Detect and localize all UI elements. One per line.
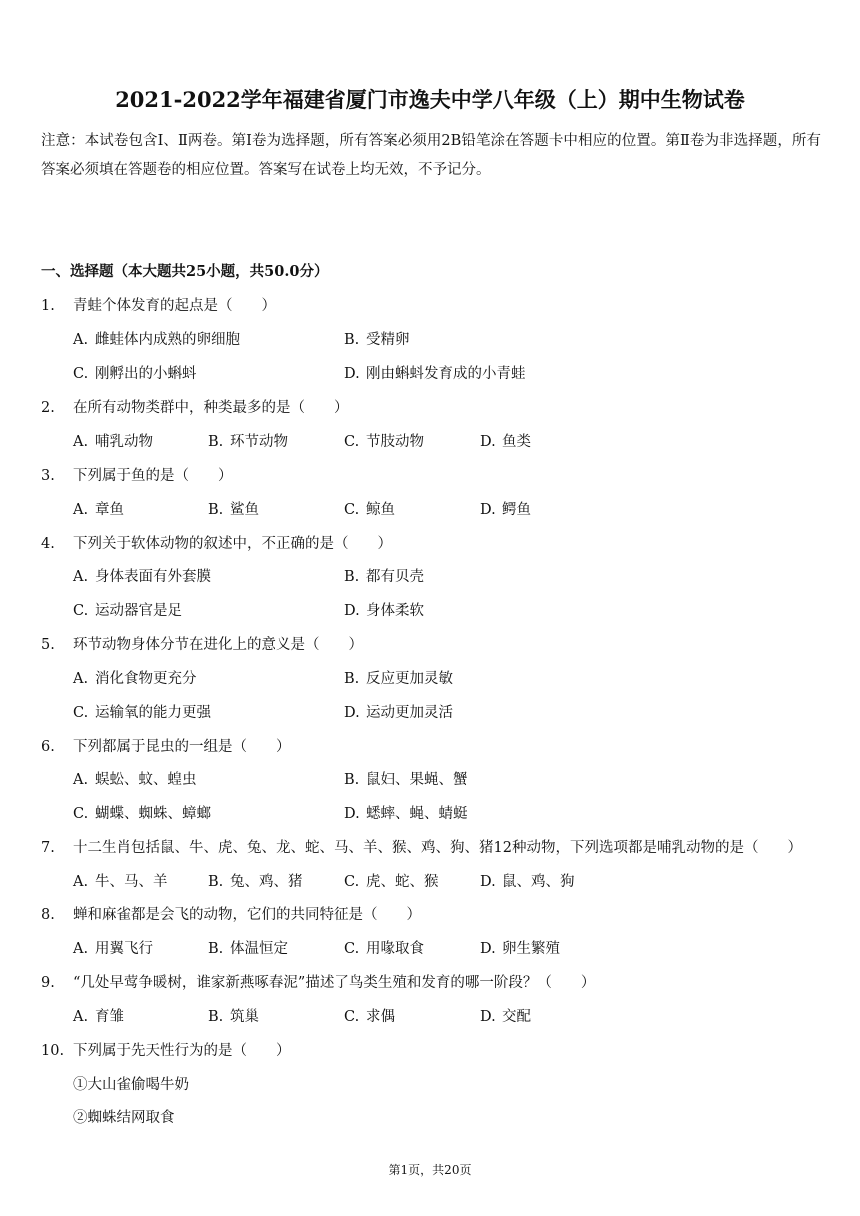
option-text: 蜈蚣、蚊、蝗虫	[95, 772, 197, 788]
option-text: 育雏	[95, 1009, 124, 1025]
option-d	[480, 872, 575, 892]
option-text: 筑巢	[230, 1009, 259, 1025]
option-text: 鼠妇、果蝇、蟹	[366, 772, 468, 788]
option-a	[73, 872, 168, 892]
option-d	[480, 500, 531, 520]
option-b	[208, 939, 288, 959]
option-c	[344, 500, 395, 520]
option-letter: C.	[344, 434, 360, 450]
option-c	[344, 939, 424, 959]
option-letter: D.	[344, 806, 360, 822]
option-text: 卵生繁殖	[502, 941, 560, 957]
option-text: 受精卵	[366, 332, 410, 348]
option-text: 消化食物更充分	[95, 671, 197, 687]
page-title: 2021-2022学年福建省厦门市逸夫中学八年级（上）期中生物试卷	[115, 87, 745, 112]
option-b	[208, 500, 259, 520]
option-d	[480, 1007, 531, 1027]
page-footer: 第1页，共20页	[388, 1163, 472, 1177]
question-stem: “几处早莺争暖树，谁家新燕啄春泥”描述了鸟类生殖和发育的哪一阶段？（ ）	[73, 975, 596, 991]
option-letter: A.	[73, 434, 89, 450]
option-text: 鲨鱼	[230, 502, 259, 518]
option-letter: D.	[480, 434, 496, 450]
option-text: 蟋蟀、蝇、蜻蜓	[366, 806, 468, 822]
option-a	[73, 669, 197, 689]
option-letter: C.	[344, 502, 360, 518]
option-letter: B.	[344, 569, 360, 585]
question-stem: 环节动物身体分节在进化上的意义是（ ）	[73, 637, 363, 653]
option-text: 反应更加灵敏	[366, 671, 453, 687]
option-a	[73, 330, 240, 350]
option-text: 都有贝壳	[366, 569, 424, 585]
option-letter: B.	[344, 772, 360, 788]
option-letter: A.	[73, 671, 89, 687]
question-stem: 青蛙个体发育的起点是（ ）	[73, 298, 276, 314]
option-letter: C.	[344, 1009, 360, 1025]
option-letter: A.	[73, 772, 89, 788]
option-text: 运输氧的能力更强	[95, 705, 211, 721]
option-letter: C.	[73, 603, 89, 619]
option-text: 鼠、鸡、狗	[502, 874, 575, 890]
option-b	[208, 872, 303, 892]
option-text: 求偶	[366, 1009, 395, 1025]
option-text: 身体表面有外套膜	[95, 569, 211, 585]
question-stem: 十二生肖包括鼠、牛、虎、兔、龙、蛇、马、羊、猴、鸡、狗、猪12种动物，下列选项都是哺乳动物的是（ ）	[73, 840, 802, 856]
option-letter: D.	[480, 1009, 496, 1025]
option-a	[73, 432, 153, 452]
option-letter: A.	[73, 569, 89, 585]
option-letter: A.	[73, 874, 89, 890]
option-letter: C.	[344, 941, 360, 957]
option-text: 身体柔软	[366, 603, 424, 619]
question-number: 9.	[41, 975, 55, 991]
option-letter: D.	[344, 603, 360, 619]
option-letter: B.	[208, 502, 224, 518]
option-letter: A.	[73, 1009, 89, 1025]
option-letter: D.	[344, 705, 360, 721]
option-c	[73, 364, 197, 384]
option-letter: A.	[73, 502, 89, 518]
option-a	[73, 939, 153, 959]
option-letter: C.	[73, 806, 89, 822]
option-text: 环节动物	[230, 434, 288, 450]
option-c	[73, 601, 182, 621]
option-letter: B.	[208, 874, 224, 890]
question-stem: 下列属于鱼的是（ ）	[73, 468, 233, 484]
option-letter: D.	[344, 366, 360, 382]
option-text: 体温恒定	[230, 941, 288, 957]
option-letter: B.	[208, 434, 224, 450]
option-text: 节肢动物	[366, 434, 424, 450]
option-letter: B.	[208, 941, 224, 957]
option-text: 章鱼	[95, 502, 124, 518]
option-letter: C.	[73, 705, 89, 721]
option-letter: B.	[344, 671, 360, 687]
option-b	[344, 669, 453, 689]
option-letter: C.	[344, 874, 360, 890]
section-heading: 一、选择题（本大题共25小题，共50.0分）	[41, 263, 329, 280]
option-text: 交配	[502, 1009, 531, 1025]
question-number: 8.	[41, 907, 55, 923]
option-text: 兔、鸡、猪	[230, 874, 303, 890]
question-number: 4.	[41, 536, 55, 552]
question-number: 10.	[41, 1043, 65, 1059]
option-text: 虎、蛇、猴	[366, 874, 439, 890]
option-b	[208, 432, 288, 452]
option-text: 刚孵出的小蝌蚪	[95, 366, 197, 382]
option-letter: B.	[344, 332, 360, 348]
exam-notice: 注意：本试卷包含Ⅰ、Ⅱ两卷。第Ⅰ卷为选择题，所有答案必须用2B铅笔涂在答题卡中相应的位置。第Ⅱ卷为非选择题，所有答案必须填在答题卷的相应位置。答案写在试卷上均无效，不予记分。	[41, 133, 821, 178]
option-d	[344, 703, 453, 723]
option-d	[480, 939, 560, 959]
question-stem: 下列属于先天性行为的是（ ）	[73, 1043, 291, 1059]
option-d	[344, 804, 468, 824]
option-a	[73, 567, 211, 587]
option-text: 蝴蝶、蜘蛛、蟑螂	[95, 806, 211, 822]
question-number: 1.	[41, 298, 55, 314]
option-c	[344, 432, 424, 452]
option-text: 运动更加灵活	[366, 705, 453, 721]
option-c	[344, 872, 439, 892]
option-letter: B.	[208, 1009, 224, 1025]
option-b	[344, 770, 468, 790]
option-text: 运动器官是足	[95, 603, 182, 619]
question-stem: 蝉和麻雀都是会飞的动物，它们的共同特征是（ ）	[73, 907, 421, 923]
option-d	[480, 432, 531, 452]
option-letter: D.	[480, 502, 496, 518]
option-text: 雌蛙体内成熟的卵细胞	[95, 332, 240, 348]
option-text: 用翼飞行	[95, 941, 153, 957]
option-text: 刚由蝌蚪发育成的小青蛙	[366, 366, 526, 382]
option-text: 用喙取食	[366, 941, 424, 957]
option-text: 鳄鱼	[502, 502, 531, 518]
option-c	[73, 804, 211, 824]
option-a	[73, 500, 124, 520]
question-stem: 下列关于软体动物的叙述中，不正确的是（ ）	[73, 536, 392, 552]
option-letter: A.	[73, 332, 89, 348]
option-letter: C.	[73, 366, 89, 382]
option-letter: A.	[73, 941, 89, 957]
option-text: 鱼类	[502, 434, 531, 450]
option-b	[344, 330, 410, 350]
question-number: 2.	[41, 400, 55, 416]
question-number: 7.	[41, 840, 55, 856]
option-b	[208, 1007, 259, 1027]
question-number: 3.	[41, 468, 55, 484]
question-stem: 下列都属于昆虫的一组是（ ）	[73, 739, 291, 755]
option-letter: D.	[480, 941, 496, 957]
option-c	[73, 703, 211, 723]
question-stem: 在所有动物类群中，种类最多的是（ ）	[73, 400, 349, 416]
option-text: 牛、马、羊	[95, 874, 168, 890]
option-letter: D.	[480, 874, 496, 890]
option-b	[344, 567, 424, 587]
question-number: 6.	[41, 739, 55, 755]
option-a	[73, 770, 197, 790]
option-d	[344, 601, 424, 621]
sub-item: ②蜘蛛结网取食	[73, 1110, 175, 1126]
option-text: 哺乳动物	[95, 434, 153, 450]
sub-item: ①大山雀偷喝牛奶	[73, 1077, 189, 1093]
option-a	[73, 1007, 124, 1027]
option-d	[344, 364, 526, 384]
option-c	[344, 1007, 395, 1027]
question-number: 5.	[41, 637, 55, 653]
option-text: 鲸鱼	[366, 502, 395, 518]
